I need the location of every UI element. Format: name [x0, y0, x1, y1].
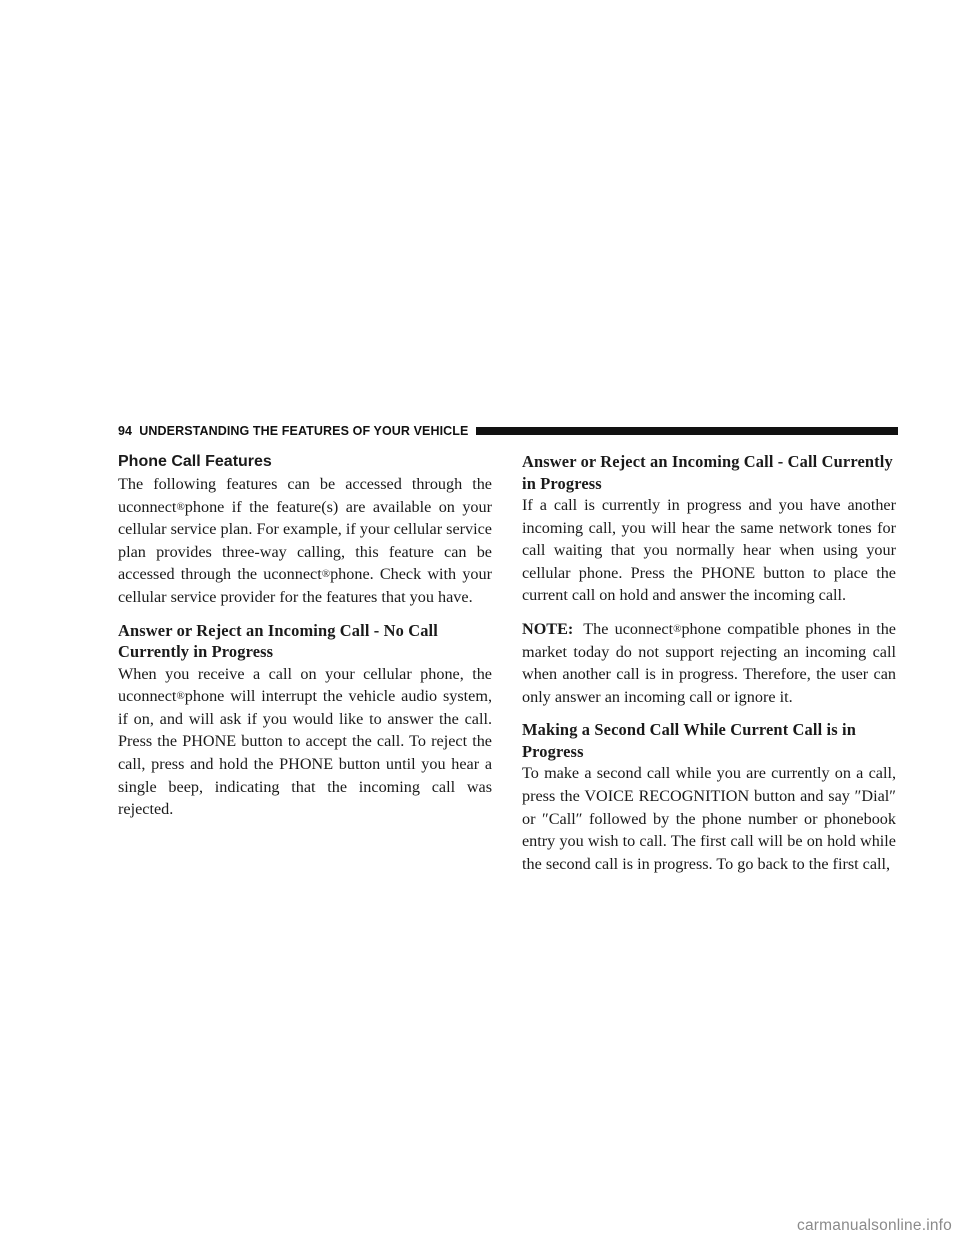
call-in-progress-paragraph: If a call is currently in progress and you have another incoming call, you will hear the same network tones for call waiting that you normally hear when using your cellular phone. Press the PHONE button to place the current call on hold and answer the incoming call.: [522, 496, 896, 605]
registered-mark-icon: ®: [673, 622, 682, 635]
answer-reject-no-call-paragraph: When you receive a call on your cellular phone, the uconnect®phone will interrupt the vehicle audio system, if on, and will ask if you would like to answer the call. Press the PHONE button to accept the call. To reject the call, press and hold the PHONE button until you hear a single beep, indicating that the incoming call was rejected.: [118, 664, 492, 819]
watermark: carmanualsonline.info: [797, 1217, 952, 1234]
note-label: NOTE:: [522, 619, 574, 638]
left-column: [118, 451, 492, 821]
second-call-paragraph: To make a second call while you are currently on a call, press the VOICE RECOGNITION button and say ″Dial″ or ″Call″ followed by the phone number or phonebook entry you wish to call. The first call will be on hold while the second call is in progress. To go back to the first call,: [522, 764, 896, 873]
answer-reject-no-call-heading: Answer or Reject an Incoming Call - No Call Currently in Progress: [118, 620, 438, 662]
intro-paragraph: The following features can be accessed through the uconnect®phone if the feature(s) are available on your cellular service plan. For example, if your cellular service plan provides three-way calling, this feature can be accessed through the uconnect®phone. Check with your cellular service provider for the features that you have.: [118, 475, 492, 606]
note-paragraph: NOTE: The uconnect®phone compatible phones in the market today do not support rejecting an incoming call when another call is in progress. Therefore, the user can only answer an incoming call or ignore it.: [522, 619, 896, 706]
running-head-label: [118, 424, 468, 438]
right-column: [522, 451, 896, 875]
phone-call-features-heading: Phone Call Features: [118, 453, 272, 470]
section-title: UNDERSTANDING THE FEATURES OF YOUR VEHICLE: [139, 424, 469, 438]
registered-mark-icon: ®: [321, 568, 331, 581]
running-head: [118, 422, 898, 440]
header-rule: [476, 427, 898, 435]
page-number: 94: [118, 424, 133, 438]
registered-mark-icon: ®: [176, 500, 185, 513]
answer-reject-call-in-progress-heading: Answer or Reject an Incoming Call - Call Currently in Progress: [522, 452, 893, 493]
second-call-heading: Making a Second Call While Current Call is in Progress: [522, 720, 856, 761]
registered-mark-icon: ®: [176, 690, 185, 703]
